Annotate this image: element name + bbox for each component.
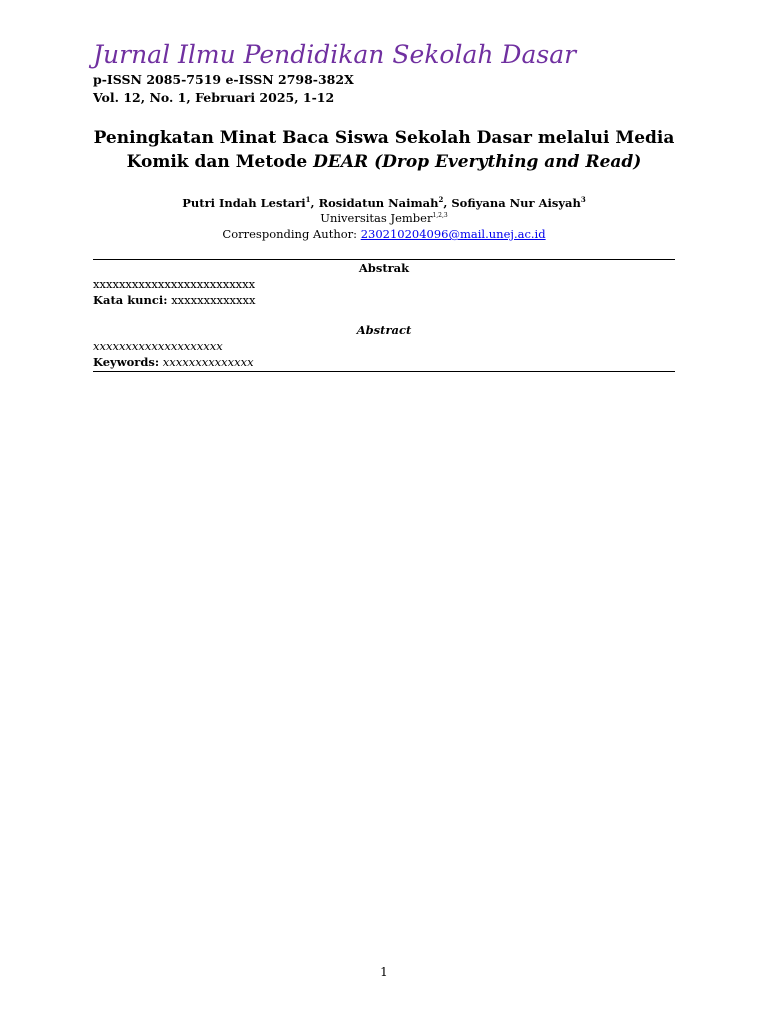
corresponding-email-link[interactable]: 230210204096@mail.unej.ac.id bbox=[360, 227, 546, 241]
affiliation-name: Universitas Jember bbox=[320, 211, 433, 225]
corresponding-author bbox=[80, 227, 688, 241]
keywords-value: xxxxxxxxxxxxx bbox=[171, 293, 256, 307]
article-title-main: Peningkatan Minat Baca Siswa Sekolah Dasar melalui Media Komik dan Metode bbox=[93, 128, 675, 172]
keywords-value: xxxxxxxxxxxxxx bbox=[162, 355, 254, 369]
article-title-italic: DEAR (Drop Everything and Read) bbox=[313, 152, 642, 172]
abstract-top-rule bbox=[93, 259, 675, 260]
author-separator: , bbox=[443, 195, 452, 210]
author-affiliation-mark: 2 bbox=[438, 195, 444, 204]
abstract-heading-indonesian: Abstrak bbox=[358, 261, 410, 275]
author-name: Rosidatun Naimah bbox=[318, 195, 439, 210]
author-affiliation-mark: 1 bbox=[305, 195, 311, 204]
issn-line: p-ISSN 2085-7519 e-ISSN 2798-382X bbox=[93, 72, 354, 87]
page-number: 1 bbox=[380, 965, 388, 979]
corresponding-label: Corresponding Author: bbox=[222, 227, 361, 241]
affiliation bbox=[80, 211, 688, 225]
author-affiliation-mark: 3 bbox=[580, 195, 586, 204]
affiliation-mark: 1,2,3 bbox=[432, 212, 448, 220]
author-name: Sofiyana Nur Aisyah bbox=[451, 195, 581, 210]
keywords-label: Kata kunci: bbox=[93, 293, 168, 307]
abstract-text-english: xxxxxxxxxxxxxxxxxxxx bbox=[93, 339, 223, 353]
abstract-heading-english: Abstract bbox=[356, 323, 412, 337]
abstract-bottom-rule bbox=[93, 371, 675, 372]
article-title bbox=[80, 126, 688, 174]
author-separator: , bbox=[310, 195, 319, 210]
author-name: Putri Indah Lestari bbox=[182, 195, 306, 210]
abstract-text-indonesian: xxxxxxxxxxxxxxxxxxxxxxxxx bbox=[93, 277, 256, 291]
keywords-indonesian bbox=[93, 293, 256, 307]
keywords-english bbox=[93, 355, 254, 369]
volume-line: Vol. 12, No. 1, Februari 2025, 1-12 bbox=[93, 90, 335, 105]
journal-name: Jurnal Ilmu Pendidikan Sekolah Dasar bbox=[93, 40, 577, 69]
keywords-label: Keywords: bbox=[93, 355, 160, 369]
author-list bbox=[80, 195, 688, 210]
